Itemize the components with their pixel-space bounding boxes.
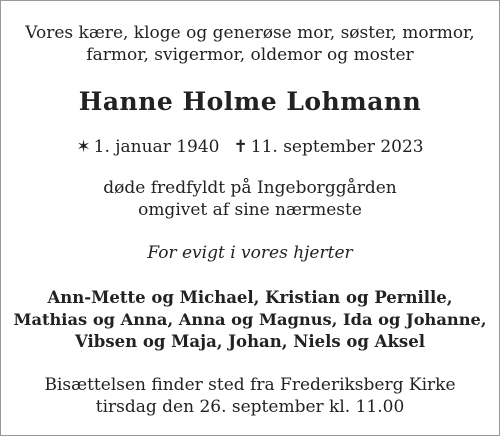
motto: For evigt i vores hjerter <box>147 243 353 263</box>
intro-line-1: Vores kære, kloge og generøse mor, søster, mormor, <box>25 23 475 43</box>
life-dates <box>1 136 499 158</box>
funeral-info-line-2: tirsdag den 26. september kl. 11.00 <box>95 397 405 417</box>
death-text-line-1: døde fredfyldt på Ingeborggården <box>103 178 397 198</box>
family-names-line-3: Vibsen og Maja, Johan, Niels og Aksel <box>75 332 425 351</box>
deceased-name: Hanne Holme Lohmann <box>78 87 422 116</box>
death-cross-icon: ✝ <box>233 137 248 157</box>
birth-date: 1. januar 1940 <box>93 137 220 157</box>
birth-star-icon: ✶ <box>76 137 91 157</box>
family-names-line-1: Ann-Mette og Michael, Kristian og Pernille, <box>47 288 453 307</box>
intro-line-2: farmor, svigermor, oldemor og moster <box>86 45 414 65</box>
funeral-info-line-1: Bisættelsen finder sted fra Frederiksberg Kirke <box>44 375 456 395</box>
family-names-line-2: Mathias og Anna, Anna og Magnus, Ida og Johanne, <box>13 310 487 329</box>
death-date: 11. september 2023 <box>250 137 424 157</box>
death-text-line-2: omgivet af sine nærmeste <box>138 200 362 220</box>
